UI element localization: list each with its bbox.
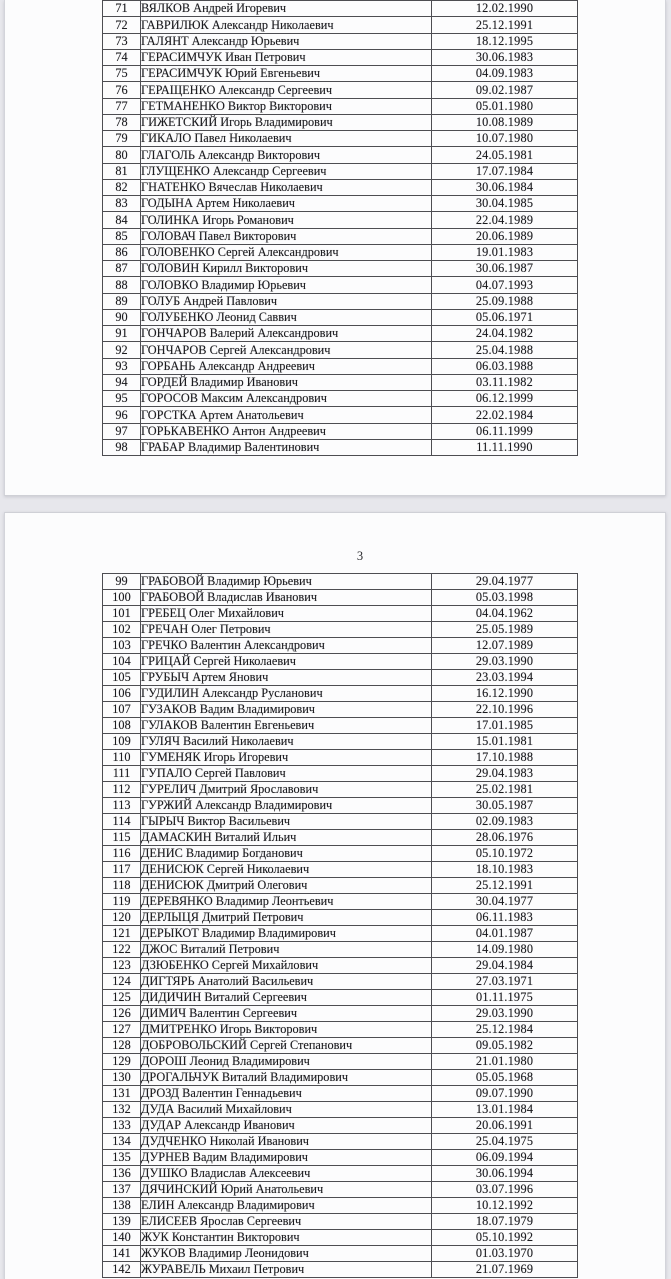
table-row bbox=[103, 358, 578, 374]
table-row bbox=[103, 1102, 578, 1118]
table-row bbox=[103, 974, 578, 990]
birth-date-cell: 29.04.1977 bbox=[432, 574, 578, 590]
table-row bbox=[103, 82, 578, 98]
full-name-cell: ГЛАГОЛЬ Александр Викторович bbox=[141, 147, 432, 163]
row-number-cell: 133 bbox=[103, 1118, 141, 1134]
birth-date-cell: 21.07.1969 bbox=[432, 1262, 578, 1278]
full-name-cell: ГОРБАНЬ Александр Андреевич bbox=[141, 358, 432, 374]
birth-date-cell: 28.06.1976 bbox=[432, 830, 578, 846]
table-row bbox=[103, 374, 578, 390]
full-name-cell: ДЕНИСЮК Сергей Николаевич bbox=[141, 862, 432, 878]
full-name-cell: ДРОГАЛЬЧУК Виталий Владимирович bbox=[141, 1070, 432, 1086]
full-name-cell: ДОРОШ Леонид Владимирович bbox=[141, 1054, 432, 1070]
birth-date-cell: 25.04.1988 bbox=[432, 342, 578, 358]
full-name-cell: ДЕРЛЫЦЯ Дмитрий Петрович bbox=[141, 910, 432, 926]
full-name-cell: ДЕНИС Владимир Богданович bbox=[141, 846, 432, 862]
table-row bbox=[103, 574, 578, 590]
birth-date-cell: 29.03.1990 bbox=[432, 654, 578, 670]
row-number-cell: 127 bbox=[103, 1022, 141, 1038]
birth-date-cell: 18.07.1979 bbox=[432, 1214, 578, 1230]
full-name-cell: ГАВРИЛЮК Александр Николаевич bbox=[141, 17, 432, 33]
table-row bbox=[103, 196, 578, 212]
row-number-cell: 109 bbox=[103, 734, 141, 750]
birth-date-cell: 05.03.1998 bbox=[432, 590, 578, 606]
full-name-cell: ДУДЧЕНКО Николай Иванович bbox=[141, 1134, 432, 1150]
full-name-cell: ГАЛЯНТ Александр Юрьевич bbox=[141, 33, 432, 49]
birth-date-cell: 25.02.1981 bbox=[432, 782, 578, 798]
birth-date-cell: 18.10.1983 bbox=[432, 862, 578, 878]
row-number-cell: 91 bbox=[103, 326, 141, 342]
table-row bbox=[103, 17, 578, 33]
birth-date-cell: 22.04.1989 bbox=[432, 212, 578, 228]
full-name-cell: ГЫРЫЧ Виктор Васильевич bbox=[141, 814, 432, 830]
table-row bbox=[103, 702, 578, 718]
birth-date-cell: 05.05.1968 bbox=[432, 1070, 578, 1086]
full-name-cell: ГЕРАСИМЧУК Юрий Евгеньевич bbox=[141, 66, 432, 82]
row-number-cell: 87 bbox=[103, 261, 141, 277]
row-number-cell: 114 bbox=[103, 814, 141, 830]
birth-date-cell: 25.04.1975 bbox=[432, 1134, 578, 1150]
birth-date-cell: 25.12.1991 bbox=[432, 17, 578, 33]
row-number-cell: 85 bbox=[103, 228, 141, 244]
document-page-3 bbox=[4, 512, 666, 1279]
table-row bbox=[103, 958, 578, 974]
row-number-cell: 89 bbox=[103, 293, 141, 309]
table-body bbox=[103, 574, 578, 1278]
full-name-cell: ЕЛИСЕЕВ Ярослав Сергеевич bbox=[141, 1214, 432, 1230]
full-name-cell: ДУРНЕВ Вадим Владимирович bbox=[141, 1150, 432, 1166]
table-row bbox=[103, 277, 578, 293]
birth-date-cell: 10.07.1980 bbox=[432, 131, 578, 147]
full-name-cell: ЖУК Константин Викторович bbox=[141, 1230, 432, 1246]
full-name-cell: ГРАБОВОЙ Владимир Юрьевич bbox=[141, 574, 432, 590]
table-row bbox=[103, 750, 578, 766]
birth-date-cell: 25.12.1991 bbox=[432, 878, 578, 894]
row-number-cell: 123 bbox=[103, 958, 141, 974]
full-name-cell: ГУРЖИЙ Александр Владимирович bbox=[141, 798, 432, 814]
table-row bbox=[103, 66, 578, 82]
birth-date-cell: 06.11.1999 bbox=[432, 423, 578, 439]
full-name-cell: ДУДАР Александр Иванович bbox=[141, 1118, 432, 1134]
table-row bbox=[103, 638, 578, 654]
birth-date-cell: 10.08.1989 bbox=[432, 114, 578, 130]
table-row bbox=[103, 990, 578, 1006]
table-row bbox=[103, 1166, 578, 1182]
table-row bbox=[103, 590, 578, 606]
full-name-cell: ГОРОСОВ Максим Александрович bbox=[141, 391, 432, 407]
full-name-cell: ДУШКО Владислав Алексеевич bbox=[141, 1166, 432, 1182]
table-row bbox=[103, 1006, 578, 1022]
table-row bbox=[103, 926, 578, 942]
table-row bbox=[103, 686, 578, 702]
full-name-cell: ГОЛОВЕНКО Сергей Александрович bbox=[141, 244, 432, 260]
table-row bbox=[103, 878, 578, 894]
row-number-cell: 77 bbox=[103, 98, 141, 114]
row-number-cell: 129 bbox=[103, 1054, 141, 1070]
full-name-cell: ГОРСТКА Артем Анатольевич bbox=[141, 407, 432, 423]
row-number-cell: 90 bbox=[103, 309, 141, 325]
birth-date-cell: 01.03.1970 bbox=[432, 1246, 578, 1262]
birth-date-cell: 25.09.1988 bbox=[432, 293, 578, 309]
full-name-cell: ЕЛИН Александр Владимирович bbox=[141, 1198, 432, 1214]
table-row bbox=[103, 49, 578, 65]
row-number-cell: 126 bbox=[103, 1006, 141, 1022]
row-number-cell: 131 bbox=[103, 1086, 141, 1102]
full-name-cell: ГЕТМАНЕНКО Виктор Викторович bbox=[141, 98, 432, 114]
table-row bbox=[103, 147, 578, 163]
full-name-cell: ГОЛОВКО Владимир Юрьевич bbox=[141, 277, 432, 293]
table-row bbox=[103, 910, 578, 926]
row-number-cell: 110 bbox=[103, 750, 141, 766]
document-page-2 bbox=[4, 0, 666, 496]
row-number-cell: 132 bbox=[103, 1102, 141, 1118]
table-row bbox=[103, 622, 578, 638]
birth-date-cell: 05.10.1992 bbox=[432, 1230, 578, 1246]
full-name-cell: ГНАТЕНКО Вячеслав Николаевич bbox=[141, 179, 432, 195]
table-row bbox=[103, 244, 578, 260]
full-name-cell: ГУЛЯЧ Василий Николаевич bbox=[141, 734, 432, 750]
table-row bbox=[103, 1182, 578, 1198]
row-number-cell: 142 bbox=[103, 1262, 141, 1278]
birth-date-cell: 03.07.1996 bbox=[432, 1182, 578, 1198]
table-row bbox=[103, 114, 578, 130]
birth-date-cell: 02.09.1983 bbox=[432, 814, 578, 830]
row-number-cell: 119 bbox=[103, 894, 141, 910]
birth-date-cell: 29.04.1983 bbox=[432, 766, 578, 782]
row-number-cell: 141 bbox=[103, 1246, 141, 1262]
row-number-cell: 75 bbox=[103, 66, 141, 82]
full-name-cell: ВЯЛКОВ Андрей Игоревич bbox=[141, 1, 432, 17]
full-name-cell: ДИДИЧИН Виталий Сергеевич bbox=[141, 990, 432, 1006]
row-number-cell: 118 bbox=[103, 878, 141, 894]
full-name-cell: ДЕРЫКОТ Владимир Владимирович bbox=[141, 926, 432, 942]
table-row bbox=[103, 1022, 578, 1038]
full-name-cell: ГОЛОВИН Кирилл Викторович bbox=[141, 261, 432, 277]
full-name-cell: ГИЖЕТСКИЙ Игорь Владимирович bbox=[141, 114, 432, 130]
row-number-cell: 97 bbox=[103, 423, 141, 439]
birth-date-cell: 25.05.1989 bbox=[432, 622, 578, 638]
birth-date-cell: 05.01.1980 bbox=[432, 98, 578, 114]
row-number-cell: 115 bbox=[103, 830, 141, 846]
row-number-cell: 113 bbox=[103, 798, 141, 814]
full-name-cell: ГОЛУБ Андрей Павлович bbox=[141, 293, 432, 309]
full-name-cell: ДЕНИСЮК Дмитрий Олегович bbox=[141, 878, 432, 894]
birth-date-cell: 04.09.1983 bbox=[432, 66, 578, 82]
full-name-cell: ГРАБАР Владимир Валентинович bbox=[141, 439, 432, 455]
birth-date-cell: 24.05.1981 bbox=[432, 147, 578, 163]
birth-date-cell: 06.09.1994 bbox=[432, 1150, 578, 1166]
birth-date-cell: 30.04.1977 bbox=[432, 894, 578, 910]
table-row bbox=[103, 261, 578, 277]
row-number-cell: 99 bbox=[103, 574, 141, 590]
table-row bbox=[103, 1150, 578, 1166]
full-name-cell: ДИМИЧ Валентин Сергеевич bbox=[141, 1006, 432, 1022]
row-number-cell: 125 bbox=[103, 990, 141, 1006]
birth-date-cell: 23.03.1994 bbox=[432, 670, 578, 686]
full-name-cell: ЖУРАВЕЛЬ Михаил Петрович bbox=[141, 1262, 432, 1278]
row-number-cell: 95 bbox=[103, 391, 141, 407]
table-row bbox=[103, 1118, 578, 1134]
full-name-cell: ГУРЕЛИЧ Дмитрий Ярославович bbox=[141, 782, 432, 798]
table-row bbox=[103, 1262, 578, 1278]
table-row bbox=[103, 1054, 578, 1070]
table-row bbox=[103, 179, 578, 195]
row-number-cell: 122 bbox=[103, 942, 141, 958]
table-row bbox=[103, 670, 578, 686]
row-number-cell: 104 bbox=[103, 654, 141, 670]
row-number-cell: 78 bbox=[103, 114, 141, 130]
birth-date-cell: 04.01.1987 bbox=[432, 926, 578, 942]
full-name-cell: ДЕРЕВЯНКО Владимир Леонтьевич bbox=[141, 894, 432, 910]
row-number-cell: 80 bbox=[103, 147, 141, 163]
row-number-cell: 93 bbox=[103, 358, 141, 374]
birth-date-cell: 14.09.1980 bbox=[432, 942, 578, 958]
full-name-cell: ГОНЧАРОВ Валерий Александрович bbox=[141, 326, 432, 342]
table-row bbox=[103, 1198, 578, 1214]
full-name-cell: ГОНЧАРОВ Сергей Александрович bbox=[141, 342, 432, 358]
row-number-cell: 86 bbox=[103, 244, 141, 260]
personnel-table-page-2 bbox=[102, 0, 578, 456]
full-name-cell: ДМИТРЕНКО Игорь Викторович bbox=[141, 1022, 432, 1038]
table-row bbox=[103, 131, 578, 147]
table-row bbox=[103, 782, 578, 798]
birth-date-cell: 29.04.1984 bbox=[432, 958, 578, 974]
table-row bbox=[103, 1038, 578, 1054]
full-name-cell: ГЕРАСИМЧУК Иван Петрович bbox=[141, 49, 432, 65]
row-number-cell: 88 bbox=[103, 277, 141, 293]
page-number: 3 bbox=[356, 549, 364, 563]
full-name-cell: ГОЛОВАЧ Павел Викторович bbox=[141, 228, 432, 244]
table-row bbox=[103, 33, 578, 49]
table-row bbox=[103, 407, 578, 423]
table-row bbox=[103, 942, 578, 958]
birth-date-cell: 06.11.1983 bbox=[432, 910, 578, 926]
birth-date-cell: 17.10.1988 bbox=[432, 750, 578, 766]
birth-date-cell: 06.12.1999 bbox=[432, 391, 578, 407]
birth-date-cell: 17.07.1984 bbox=[432, 163, 578, 179]
row-number-cell: 72 bbox=[103, 17, 141, 33]
row-number-cell: 103 bbox=[103, 638, 141, 654]
birth-date-cell: 19.01.1983 bbox=[432, 244, 578, 260]
row-number-cell: 79 bbox=[103, 131, 141, 147]
birth-date-cell: 24.04.1982 bbox=[432, 326, 578, 342]
table-row bbox=[103, 212, 578, 228]
full-name-cell: ГРАБОВОЙ Владислав Иванович bbox=[141, 590, 432, 606]
table-row bbox=[103, 163, 578, 179]
table-row bbox=[103, 1070, 578, 1086]
birth-date-cell: 03.11.1982 bbox=[432, 374, 578, 390]
table-row bbox=[103, 1214, 578, 1230]
table-row bbox=[103, 1230, 578, 1246]
birth-date-cell: 05.06.1971 bbox=[432, 309, 578, 325]
row-number-cell: 116 bbox=[103, 846, 141, 862]
table-row bbox=[103, 862, 578, 878]
row-number-cell: 135 bbox=[103, 1150, 141, 1166]
birth-date-cell: 22.02.1984 bbox=[432, 407, 578, 423]
row-number-cell: 124 bbox=[103, 974, 141, 990]
birth-date-cell: 13.01.1984 bbox=[432, 1102, 578, 1118]
table-row bbox=[103, 439, 578, 455]
table-row bbox=[103, 1086, 578, 1102]
birth-date-cell: 21.01.1980 bbox=[432, 1054, 578, 1070]
full-name-cell: ДАМАСКИН Виталий Ильич bbox=[141, 830, 432, 846]
birth-date-cell: 09.05.1982 bbox=[432, 1038, 578, 1054]
full-name-cell: ГРЕЧКО Валентин Александрович bbox=[141, 638, 432, 654]
birth-date-cell: 25.12.1984 bbox=[432, 1022, 578, 1038]
row-number-cell: 134 bbox=[103, 1134, 141, 1150]
birth-date-cell: 04.07.1993 bbox=[432, 277, 578, 293]
full-name-cell: ГОРЬКАВЕНКО Антон Андреевич bbox=[141, 423, 432, 439]
full-name-cell: ДОБРОВОЛЬСКИЙ Сергей Степанович bbox=[141, 1038, 432, 1054]
row-number-cell: 74 bbox=[103, 49, 141, 65]
table-row bbox=[103, 1246, 578, 1262]
birth-date-cell: 16.12.1990 bbox=[432, 686, 578, 702]
full-name-cell: ГРУБЫЧ Артем Янович bbox=[141, 670, 432, 686]
full-name-cell: ГУЛАКОВ Валентин Евгеньевич bbox=[141, 718, 432, 734]
row-number-cell: 107 bbox=[103, 702, 141, 718]
table-row bbox=[103, 814, 578, 830]
table-row bbox=[103, 98, 578, 114]
full-name-cell: ГОРДЕЙ Владимир Иванович bbox=[141, 374, 432, 390]
row-number-cell: 98 bbox=[103, 439, 141, 455]
birth-date-cell: 30.06.1994 bbox=[432, 1166, 578, 1182]
row-number-cell: 76 bbox=[103, 82, 141, 98]
table-row bbox=[103, 606, 578, 622]
birth-date-cell: 09.02.1987 bbox=[432, 82, 578, 98]
table-row bbox=[103, 309, 578, 325]
full-name-cell: ДУДА Василий Михайлович bbox=[141, 1102, 432, 1118]
birth-date-cell: 12.02.1990 bbox=[432, 1, 578, 17]
row-number-cell: 120 bbox=[103, 910, 141, 926]
birth-date-cell: 12.07.1989 bbox=[432, 638, 578, 654]
row-number-cell: 111 bbox=[103, 766, 141, 782]
table-row bbox=[103, 830, 578, 846]
row-number-cell: 105 bbox=[103, 670, 141, 686]
row-number-cell: 101 bbox=[103, 606, 141, 622]
birth-date-cell: 30.06.1984 bbox=[432, 179, 578, 195]
table-row bbox=[103, 734, 578, 750]
birth-date-cell: 10.12.1992 bbox=[432, 1198, 578, 1214]
row-number-cell: 84 bbox=[103, 212, 141, 228]
table-row bbox=[103, 798, 578, 814]
row-number-cell: 73 bbox=[103, 33, 141, 49]
table-row bbox=[103, 718, 578, 734]
full-name-cell: ДЗЮБЕНКО Сергей Михайлович bbox=[141, 958, 432, 974]
full-name-cell: ГУЗАКОВ Вадим Владимирович bbox=[141, 702, 432, 718]
full-name-cell: ГУМЕНЯК Игорь Игоревич bbox=[141, 750, 432, 766]
birth-date-cell: 30.04.1985 bbox=[432, 196, 578, 212]
birth-date-cell: 22.10.1996 bbox=[432, 702, 578, 718]
full-name-cell: ГИКАЛО Павел Николаевич bbox=[141, 131, 432, 147]
birth-date-cell: 09.07.1990 bbox=[432, 1086, 578, 1102]
table-row bbox=[103, 391, 578, 407]
row-number-cell: 83 bbox=[103, 196, 141, 212]
full-name-cell: ГОДЫНА Артем Николаевич bbox=[141, 196, 432, 212]
full-name-cell: ГЕРАЩЕНКО Александр Сергеевич bbox=[141, 82, 432, 98]
row-number-cell: 96 bbox=[103, 407, 141, 423]
table-row bbox=[103, 654, 578, 670]
row-number-cell: 82 bbox=[103, 179, 141, 195]
birth-date-cell: 30.06.1983 bbox=[432, 49, 578, 65]
full-name-cell: ГОЛУБЕНКО Леонид Саввич bbox=[141, 309, 432, 325]
table-row bbox=[103, 423, 578, 439]
table-row bbox=[103, 293, 578, 309]
birth-date-cell: 11.11.1990 bbox=[432, 439, 578, 455]
full-name-cell: ДИГТЯРЬ Анатолий Васильевич bbox=[141, 974, 432, 990]
row-number-cell: 92 bbox=[103, 342, 141, 358]
table-row bbox=[103, 1134, 578, 1150]
table-row bbox=[103, 846, 578, 862]
birth-date-cell: 01.11.1975 bbox=[432, 990, 578, 1006]
row-number-cell: 121 bbox=[103, 926, 141, 942]
birth-date-cell: 30.06.1987 bbox=[432, 261, 578, 277]
birth-date-cell: 04.04.1962 bbox=[432, 606, 578, 622]
full-name-cell: ДРОЗД Валентин Геннадьевич bbox=[141, 1086, 432, 1102]
table-row bbox=[103, 766, 578, 782]
row-number-cell: 81 bbox=[103, 163, 141, 179]
row-number-cell: 102 bbox=[103, 622, 141, 638]
full-name-cell: ГРЕБЕЦ Олег Михайлович bbox=[141, 606, 432, 622]
personnel-table-page-3 bbox=[102, 573, 578, 1278]
row-number-cell: 106 bbox=[103, 686, 141, 702]
full-name-cell: ГЛУЩЕНКО Александр Сергеевич bbox=[141, 163, 432, 179]
table-body bbox=[103, 1, 578, 456]
birth-date-cell: 30.05.1987 bbox=[432, 798, 578, 814]
birth-date-cell: 05.10.1972 bbox=[432, 846, 578, 862]
birth-date-cell: 15.01.1981 bbox=[432, 734, 578, 750]
table-row bbox=[103, 228, 578, 244]
row-number-cell: 130 bbox=[103, 1070, 141, 1086]
full-name-cell: ГРЕЧАН Олег Петрович bbox=[141, 622, 432, 638]
row-number-cell: 137 bbox=[103, 1182, 141, 1198]
full-name-cell: ГУДИЛИН Александр Русланович bbox=[141, 686, 432, 702]
birth-date-cell: 06.03.1988 bbox=[432, 358, 578, 374]
table-row bbox=[103, 326, 578, 342]
birth-date-cell: 27.03.1971 bbox=[432, 974, 578, 990]
full-name-cell: ГУПАЛО Сергей Павлович bbox=[141, 766, 432, 782]
row-number-cell: 128 bbox=[103, 1038, 141, 1054]
row-number-cell: 71 bbox=[103, 1, 141, 17]
full-name-cell: ЖУКОВ Владимир Леонидович bbox=[141, 1246, 432, 1262]
row-number-cell: 108 bbox=[103, 718, 141, 734]
full-name-cell: ГОЛИНКА Игорь Романович bbox=[141, 212, 432, 228]
row-number-cell: 138 bbox=[103, 1198, 141, 1214]
full-name-cell: ДЯЧИНСКИЙ Юрий Анатольевич bbox=[141, 1182, 432, 1198]
birth-date-cell: 29.03.1990 bbox=[432, 1006, 578, 1022]
birth-date-cell: 20.06.1989 bbox=[432, 228, 578, 244]
row-number-cell: 139 bbox=[103, 1214, 141, 1230]
birth-date-cell: 18.12.1995 bbox=[432, 33, 578, 49]
table-row bbox=[103, 894, 578, 910]
table-row bbox=[103, 1, 578, 17]
row-number-cell: 112 bbox=[103, 782, 141, 798]
table-row bbox=[103, 342, 578, 358]
row-number-cell: 100 bbox=[103, 590, 141, 606]
birth-date-cell: 17.01.1985 bbox=[432, 718, 578, 734]
full-name-cell: ГРИЦАЙ Сергей Николаевич bbox=[141, 654, 432, 670]
row-number-cell: 117 bbox=[103, 862, 141, 878]
row-number-cell: 140 bbox=[103, 1230, 141, 1246]
row-number-cell: 94 bbox=[103, 374, 141, 390]
full-name-cell: ДЖОС Виталий Петрович bbox=[141, 942, 432, 958]
row-number-cell: 136 bbox=[103, 1166, 141, 1182]
birth-date-cell: 20.06.1991 bbox=[432, 1118, 578, 1134]
